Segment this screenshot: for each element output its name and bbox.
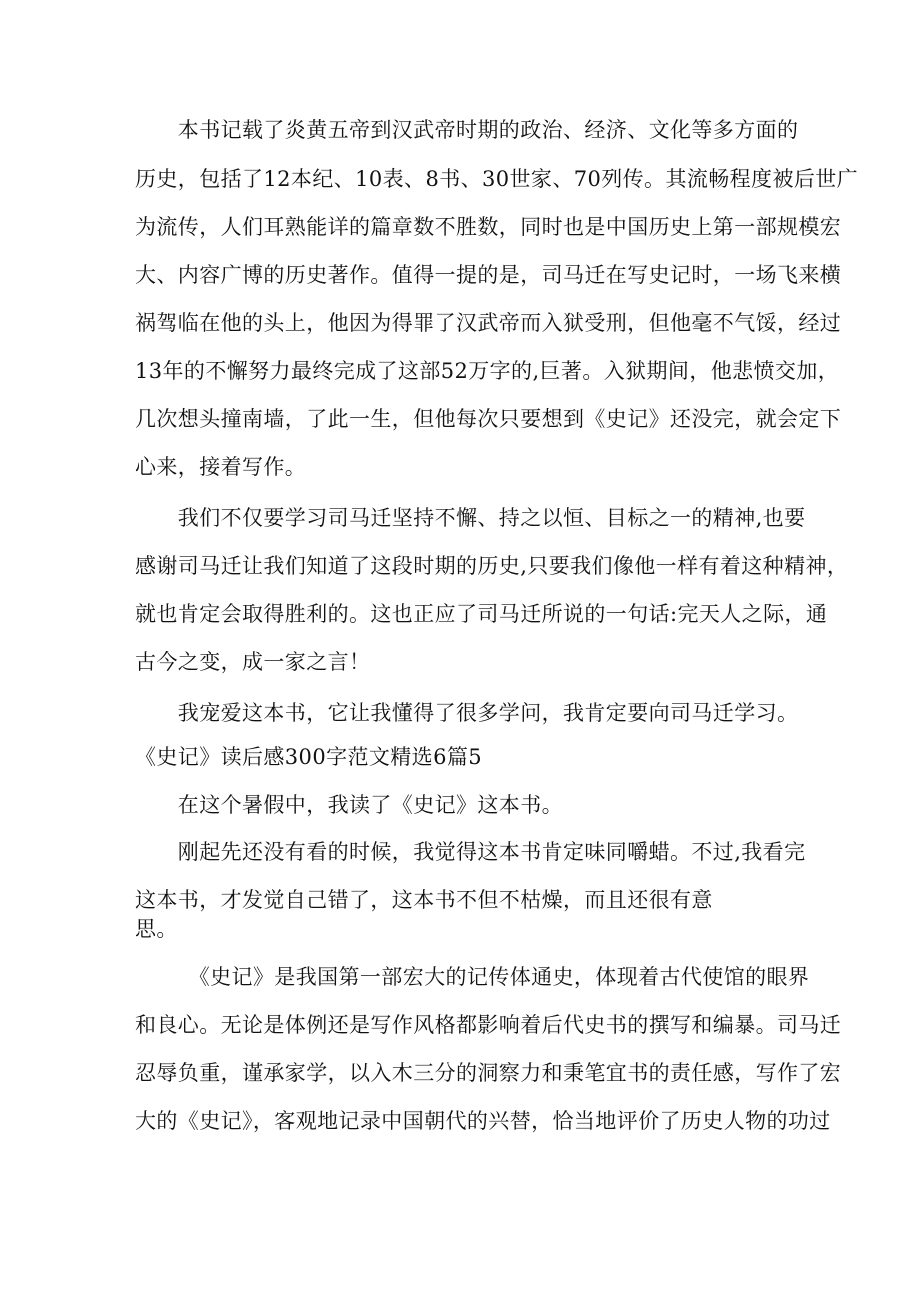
text-line: 心来，接着写作。 — [135, 455, 307, 479]
section-heading: 《史记》读后感300字范文精选6篇5 — [135, 745, 483, 769]
text-line: 这本书，才发觉自己错了，这本书不但不枯燥，而且还很有意 — [135, 888, 713, 912]
text-line: 几次想头撞南墙，了此一生，但他每次只要想到《史记》还没完，就会定下 — [135, 407, 842, 431]
text-line: 《史记》是我国第一部宏大的记传体通史，体现着古代使馆的眼界 — [135, 965, 810, 989]
text-line: 本书记载了炎黄五帝到汉武帝时期的政治、经济、文化等多方面的 — [135, 118, 799, 142]
text-line: 为流传，人们耳熟能详的篇章数不胜数，同时也是中国历史上第一部规模宏 — [135, 215, 842, 239]
text-line: 大的《史记》，客观地记录中国朝代的兴替，恰当地评价了历史人物的功过 — [135, 1109, 831, 1133]
text-line: 在这个暑假中，我读了《史记》这本书。 — [135, 793, 563, 817]
text-line: 思。 — [135, 917, 178, 941]
text-line: 我们不仅要学习司马迁坚持不懈、持之以恒、目标之一的精神,也要 — [135, 506, 806, 530]
text-line: 祸驾临在他的头上，他因为得罪了汉武帝而入狱受刑，但他毫不气馁，经过 — [135, 311, 842, 335]
text-line: 感谢司马迁让我们知道了这段时期的历史,只要我们像他一样有着这种精神， — [135, 554, 849, 578]
text-line: 历史，包括了12本纪、10表、8书、30世家、70列传。其流畅程度被后世广 — [135, 167, 859, 191]
text-line: 刚起先还没有看的时候，我觉得这本书肯定味同嚼蜡。不过,我看完 — [135, 840, 806, 864]
text-line: 就也肯定会取得胜利的。这也正应了司马迁所说的一句话:完天人之际，通 — [135, 602, 828, 626]
text-line: 和良心。无论是体例还是写作风格都影响着后代史书的撰写和编暴。司马迁 — [135, 1013, 842, 1037]
text-line: 大、内容广博的历史著作。值得一提的是，司马迁在写史记时，一场飞来横 — [135, 263, 842, 287]
text-line: 古今之变，成一家之言！ — [135, 650, 371, 674]
text-line: 我宠爱这本书，它让我懂得了很多学问，我肯定要向司马迁学习。 — [135, 701, 799, 725]
text-line: 13年的不懈努力最终完成了这部52万字的,巨著。入狱期间，他悲愤交加， — [135, 359, 840, 383]
text-line: 忍辱负重，谨承家学，以入木三分的洞察力和秉笔宜书的责任感，写作了宏 — [135, 1061, 842, 1085]
